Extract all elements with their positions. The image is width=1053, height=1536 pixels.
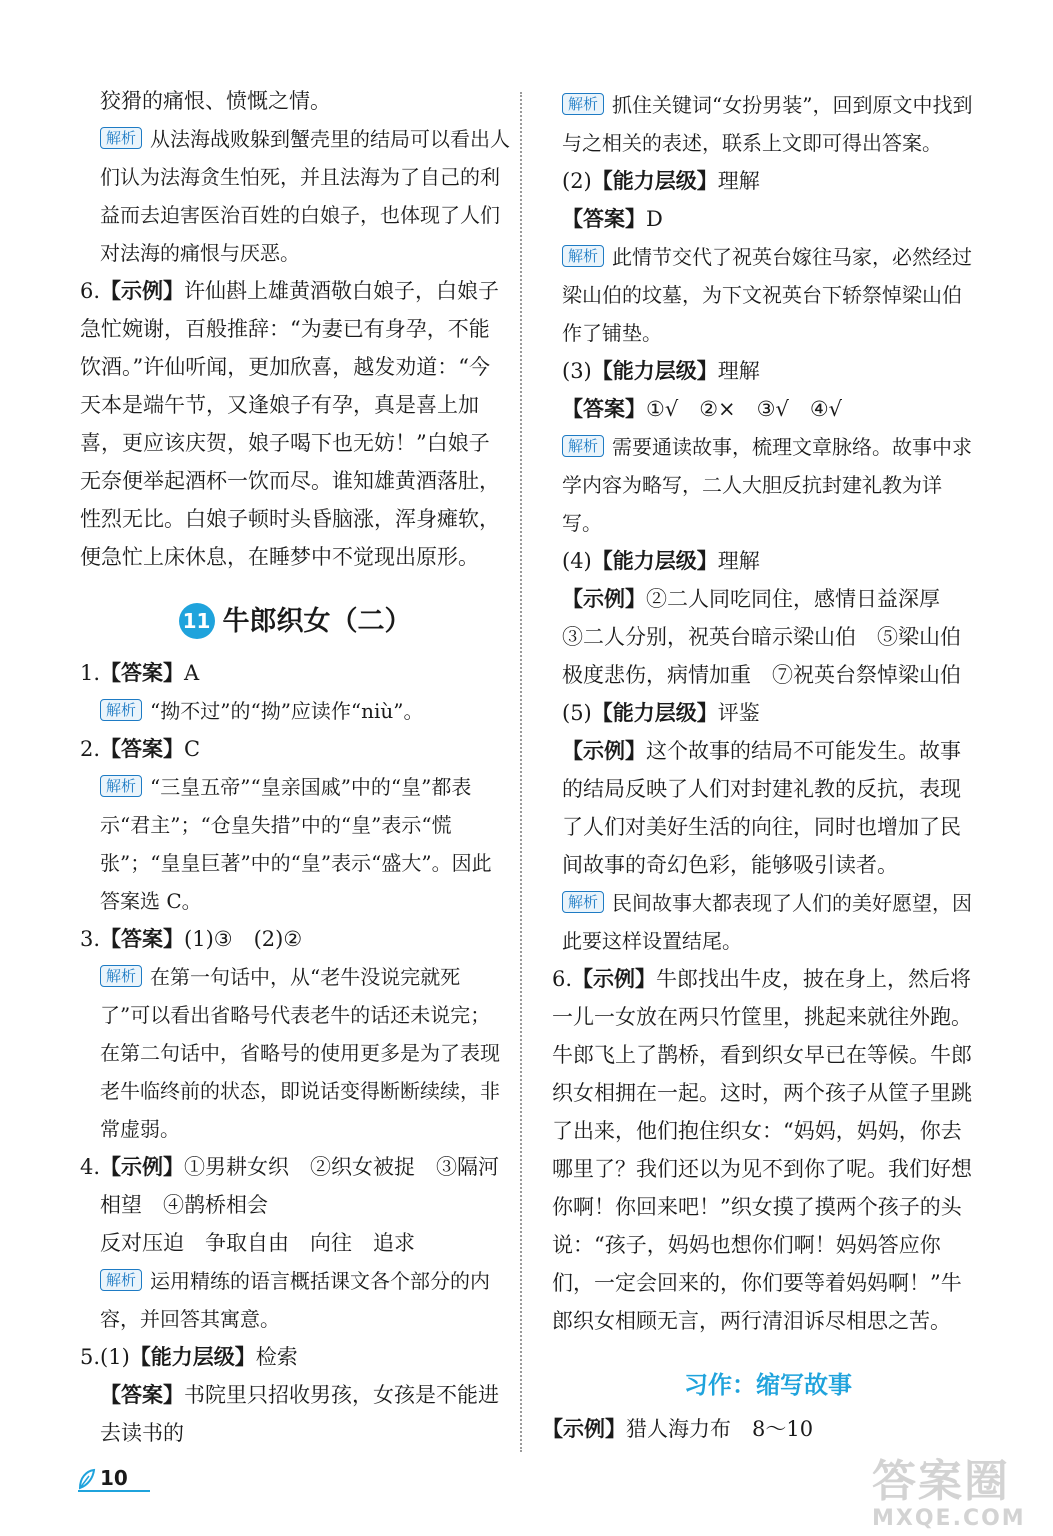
analysis-text: “拗不过”的“拗”应读作“niù”。: [150, 699, 424, 723]
sub-question-2: [562, 162, 974, 200]
watermark: [872, 1458, 1026, 1531]
label: 【示例】: [100, 279, 185, 303]
sub-question-4: [562, 542, 974, 580]
analysis-tag: 解析: [100, 775, 142, 797]
analysis-tag: 解析: [562, 891, 604, 913]
answer-line: ③二人分别，祝英台暗示梁山伯 ⑤梁山伯: [562, 625, 961, 649]
label: 【示例】: [100, 1155, 185, 1179]
lesson-number-badge: 11: [179, 603, 215, 639]
analysis-tag: 解析: [562, 435, 604, 457]
label: 【答案】: [562, 397, 646, 421]
label: 【示例】: [562, 739, 646, 763]
question-number: 5.: [80, 1345, 101, 1369]
answer-text: ①男耕女织 ②织女被捉 ③隔河: [184, 1155, 500, 1179]
answer-text: 书院里只招收男孩，女孩是不能进去读书的: [100, 1383, 499, 1445]
label: 【答案】: [562, 207, 646, 231]
analysis-tag: 解析: [562, 93, 604, 115]
answer-text: 牛郎找出牛皮，披在身上，然后将一儿一女放在两只竹筐里，挑起来就往外跑。牛郎飞上了鹊桥，看到织女早已在等候。牛郎织女相拥在一起。这时，两个孩子从筐子里跳了出来，他们抱住织女：“妈妈，妈妈，你去哪里了？我们还以为见不到你了呢。我们好想你啊！你回来吧！”织女摸了摸两个孩子的头说：“孩子，妈妈也想你们啊！妈妈答应你们，一定会回来的，你们要等着妈妈啊！”牛郎织女相顾无言，两行清泪诉尽相思之苦。: [552, 967, 972, 1333]
analysis-tag: 解析: [100, 965, 142, 987]
answer-block: [80, 1376, 510, 1452]
answer-text: A: [184, 661, 200, 685]
label: 【答案】: [100, 1383, 184, 1407]
leaf-icon: [78, 1468, 96, 1490]
analysis-text: 需要通读故事，梳理文章脉络。故事中求学内容为略写，二人大胆反抗封建礼教为详写。: [562, 435, 973, 535]
answer-block: [562, 580, 974, 618]
analysis-text: 此情节交代了祝英台嫁往马家，必然经过梁山伯的坟墓，为下文祝英台下轿祭悼梁山伯作了铺垫。: [562, 245, 973, 345]
analysis-text: “三皇五帝”“皇亲国戚”中的“皇”都表示“君主”；“仓皇失措”中的“皇”表示“慌张”；“皇皇巨著”中的“皇”表示“盛大”。因此答案选 C。: [100, 775, 492, 913]
label: 【示例】: [572, 967, 657, 991]
answer-line: 极度悲伤，病情加重 ⑦祝英台祭悼梁山伯: [562, 663, 961, 687]
right-column: [542, 86, 974, 1448]
analysis-tag: 解析: [100, 127, 142, 149]
analysis-tag: 解析: [100, 699, 142, 721]
answer-text: C: [184, 737, 201, 761]
question-number: 3.: [80, 927, 101, 951]
answer-block: [562, 732, 974, 884]
question-3: [80, 920, 510, 958]
column-divider: [520, 92, 522, 1452]
answer-block: [542, 1410, 974, 1448]
label: 【能力层级】: [591, 359, 718, 383]
level-text: 检索: [255, 1345, 298, 1369]
level-text: 理解: [717, 549, 760, 573]
sub-number: (3): [562, 359, 592, 383]
analysis-block: [80, 768, 510, 920]
analysis-tag: 解析: [100, 1269, 142, 1291]
label: 【能力层级】: [591, 169, 718, 193]
answer-block: [562, 200, 974, 238]
question-number: 2.: [80, 737, 101, 761]
answer-text: 许仙斟上雄黄酒敬白娘子，白娘子急忙婉谢，百般推辞：“为妻已有身孕，不能饮酒。”许仙听闻，更加欣喜，越发劝道：“今天本是端午节，又逢娘子有孕，真是喜上加喜，更应该庆贺，娘子喝下也无妨！”白娘子无奈便举起酒杯一饮而尽。谁知雄黄酒落肚，性烈无比。白娘子顿时头昏脑涨，浑身瘫软，便急忙上床休息，在睡梦中不觉现出原形。: [80, 279, 500, 569]
question-number: 6.: [552, 967, 573, 991]
analysis-block: [80, 120, 510, 272]
writing-heading: 习作：缩写故事: [684, 1371, 852, 1399]
analysis-block: [80, 692, 510, 730]
answer-line: 相望 ④鹊桥相会: [100, 1193, 268, 1217]
label: 【能力层级】: [591, 701, 718, 725]
answer-text: ①√ ②× ③√ ④√: [646, 397, 843, 421]
analysis-block: [80, 1262, 510, 1338]
analysis-block: [562, 428, 974, 542]
sub-number: (1): [100, 1345, 130, 1369]
question-2: [80, 730, 510, 768]
label: 【示例】: [562, 587, 646, 611]
text-line: 狡猾的痛恨、愤慨之情。: [100, 89, 331, 113]
analysis-text: 从法海战败躲到蟹壳里的结局可以看出人们认为法海贪生怕死，并且法海为了自己的利益而去迫害医治百姓的白娘子，也体现了人们对法海的痛恨与厌恶。: [100, 127, 511, 265]
label: 【答案】: [100, 737, 185, 761]
question-number: 6.: [80, 279, 101, 303]
analysis-block: [80, 958, 510, 1148]
answer-line: 反对压迫 争取自由 向往 追求: [100, 1231, 415, 1255]
answer-text: D: [646, 207, 663, 231]
analysis-block: [562, 884, 974, 960]
analysis-text: 抓住关键词“女扮男装”，回到原文中找到与之相关的表述，联系上文即可得出答案。: [562, 93, 973, 155]
analysis-block: [562, 86, 974, 162]
sub-number: (2): [562, 169, 592, 193]
lesson-title: 牛郎织女（二）: [222, 606, 412, 637]
answer-block: [562, 390, 974, 428]
answer-text: (1)③ (2)②: [184, 927, 303, 951]
question-1: [80, 654, 510, 692]
label: 【示例】: [542, 1417, 626, 1441]
answer-text: 猎人海力布 8～10: [626, 1417, 814, 1441]
analysis-text: 在第一句话中，从“老牛没说完就死了”可以看出省略号代表老牛的话还未说完；在第二句话中，省略号的使用更多是为了表现老牛临终前的状态，即说话变得断断续续，非常虚弱。: [100, 965, 500, 1141]
question-6: [80, 272, 510, 576]
sub-question-3: [562, 352, 974, 390]
sub-question-5: [562, 694, 974, 732]
question-4: [80, 1148, 510, 1186]
question-number: 1.: [80, 661, 101, 685]
watermark-url: MXQE.COM: [872, 1506, 1026, 1531]
label: 【答案】: [100, 927, 185, 951]
question-6: [552, 960, 974, 1340]
section-heading: [80, 600, 510, 644]
level-text: 评鉴: [717, 701, 760, 725]
sub-number: (4): [562, 549, 592, 573]
analysis-text: 民间故事大都表现了人们的美好愿望，因此要这样设置结尾。: [562, 891, 973, 953]
sub-number: (5): [562, 701, 592, 725]
answer-text: ②二人同吃同住，感情日益深厚: [646, 587, 940, 611]
level-text: 理解: [717, 359, 760, 383]
label: 【能力层级】: [129, 1345, 256, 1369]
level-text: 理解: [717, 169, 760, 193]
question-5: [80, 1338, 510, 1376]
analysis-tag: 解析: [562, 245, 604, 267]
page-number-text: 10: [100, 1466, 128, 1490]
analysis-text: 运用精练的语言概括课文各个部分的内容，并回答其寓意。: [100, 1269, 491, 1331]
page-number: [78, 1466, 150, 1492]
watermark-logo-text: 答案圈: [872, 1456, 1010, 1507]
question-number: 4.: [80, 1155, 101, 1179]
analysis-block: [562, 238, 974, 352]
label: 【答案】: [100, 661, 185, 685]
left-column: [80, 82, 510, 1452]
answer-text: 这个故事的结局不可能发生。故事的结局反映了人们对封建礼教的反抗，表现了人们对美好生活的向往，同时也增加了民间故事的奇幻色彩，能够吸引读者。: [562, 739, 961, 877]
label: 【能力层级】: [591, 549, 718, 573]
